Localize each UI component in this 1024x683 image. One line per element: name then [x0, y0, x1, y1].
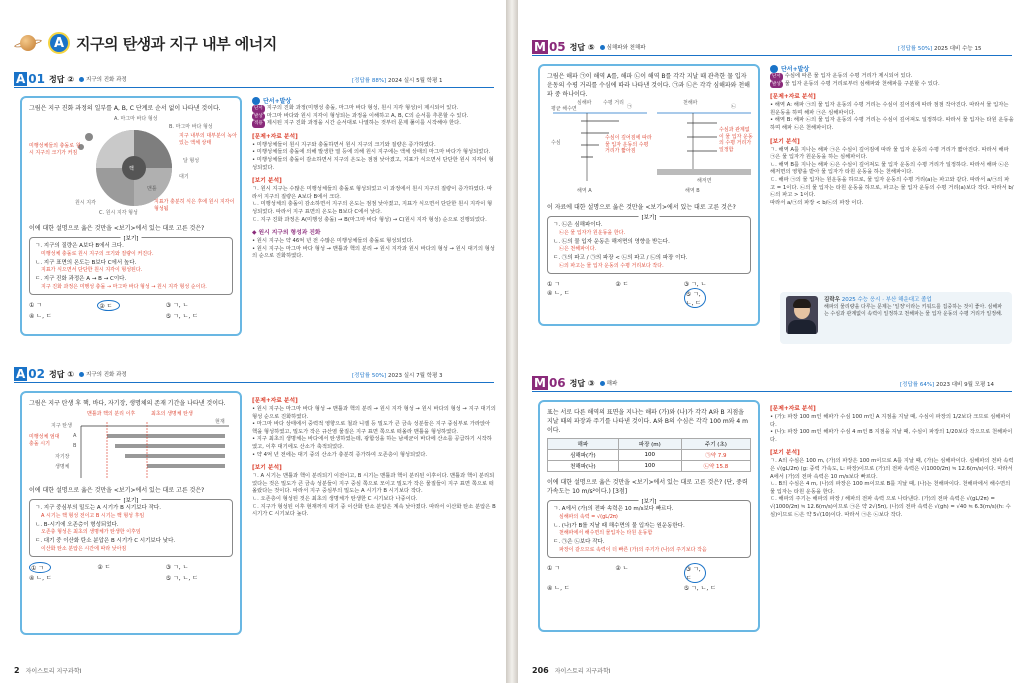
answer-choices [547, 563, 751, 592]
explanation-m05: 단서+발상 단서 수심에 따른 물 입자 운동의 수평 거리가 제시되어 있다. 발상 물 입자 운동의 수평 거리로부터 심해파와 천해파를 구분할 수 있다. [문제+자료 분석] • 해역 A: 해파 ㉠의 물 입자 운동의 수평 거리는 수심이 깊어짐에 따라 점점 작아진다. 따라서 물 입자는 원운동을 하며 해파 ㉠은 심해파이다. • 해역 B: 해파 ㉡의 물 입자 운동의 수평 거리는 수심이 깊어져도 일정하다. 따라서 물 입자는 타원 운동을 하며 해파 ㉡은 천해파이다. [보기 분석] ㄱ. 해역 A를 지나는 해파 ㉠은 수심이 깊어짐에 따라 물 입자 운동의 수평 거리가 짧아진다. 따라서 해파 ㉠은 물 입자가 원운동을 하는 심해파이다. ㄴ. 해역 B를 지나는 해파 ㉡은 수심이 깊어져도 물 입자 운동의 수평 거리가 일정하다. 따라서 해파 ㉡은 해저면의 영향을 받아 물 입자가 타원 운동을 하는 천해파이다. ㄷ. 해파 ㉠의 물 입자는 원운동을 하므로, 물 입자 운동의 수평 거리(a)는 파고와 같다. 따라서 a/㉠의 파고 = 1이다. ㉡의 물 입자는 타원 운동을 하므로, 파고는 물 입자 운동의 수평 거리(a)보다 작다. 따라서 b/㉡의 파고 > 1이다. 따라서 a/㉠의 파장 < b/㉡의 파장 이다. [770, 66, 1014, 206]
bogi-note: 미행성체 충돌로 원시 지구의 크기와 질량이 커진다. [41, 250, 154, 257]
diagram-label-atmos: 대기 [179, 174, 189, 180]
question-meta: [정답률 50%] 2025 대비 수능 15 [898, 46, 982, 52]
student-name: 김락우 [824, 297, 840, 303]
answer-choices [29, 562, 233, 582]
explanation-m06: [문제+자료 분석] • (가): 파장 100 m인 해파가 수심 100 m인 A 지점을 지날 때, 수심이 파장의 1/2보다 크므로 심해파이다. • (나): 파장 100 m인 해파가 수심 4 m인 B 지점을 지날 때, 수심이 파장의 1/20보다 작으므로 천해파이다. [보기 분석] ㄱ. A의 수심은 100 m, (가)의 파장은 100 m이므로 A를 지날 때, (가)는 심해파이다. 심해파의 전파 속력은 √(gL/2π) (g: 중력 가속도, L: 파장)이므로 (가)의 전파 속력은 √(1000/2π) ≒ 12.6(m/s)이다. 따라서 A에서 (가)의 전파 속력은 10 m/s보다 빠르다. ㄴ. B의 수심은 4 m, (나)의 파장은 100 m이므로 B를 지날 때, (나)는 천해파이다. 천해파에서 해수면의 물 입자는 타원 운동을 한다. ㄷ. 해파의 주기는 해파의 파장 / 해파의 전파 속력 으로 나타낸다. (가)의 전파 속력은 √(gL/2π) = √(1000/2π) ≒ 12.6(m/s)이므로 ㉠은 약 2√(5π), (나)의 전파 속력은 √(gh) = √40 ≒ 6.3(m/s)(h: 수심)이므로 ㉡은 약 5√(10)이다. 따라서 ㉠은 ㉡보다 작다. [770, 406, 1014, 518]
question-box-m05: 그림은 해파 ㉠이 해역 A를, 해파 ㉡이 해역 B를 각각 지날 때 관측한 물 입자 운동의 수평 거리를 수심에 따라 나타낸 것이다. ㉠과 ㉡은 각각 심해파와 천해파 중 하나이다. 심해파 천해파 수평 거리 평균 해수면 수심 해저면 해역 A 해역 B ㉠ ㉡ 수심이 깊어짐에 따라 물 입자 운동의 수평 거리가 짧아짐 수심과 관계없이 물 입자 운동의 수평 거리가 일정함 이 자료에 대한 설명으로 옳은 것만을 <보기>에서 있는 대로 고른 것은? [보기] ㄱ. ㉡은 심해파이다. ㉡은 물 입자가 원운동을 한다. ㄴ. ㉡의 물 입자 운동은 해저면의 영향을 받는다. ㉡은 천해파이다. ㄷ. ㉠의 파고 / ㉠의 파장 < ㉡의 파고 / ㉡의 파장 이다. ㉡의 파고는 물 입자 운동의 수평 거리보다 작다. ① ㄱ ② ㄷ ③ ㄱ, ㄴ ④ ㄴ, ㄷ ⑤ ㄱ, ㄴ, ㄷ [538, 64, 760, 326]
chapter-title: 지구의 탄생과 지구 내부 에너지 [76, 34, 277, 53]
bogi-item: ㄷ. 지구 진화 과정은 A → B → C이다. [35, 276, 127, 282]
question-meta: [정답률 88%] 2024 실시 5월 학평 1 [352, 78, 443, 84]
chapter-header [14, 30, 277, 56]
hint-icon [252, 97, 260, 105]
choice-4[interactable]: ④ ㄴ, ㄷ [547, 289, 570, 297]
choice-1[interactable]: ① ㄱ [547, 280, 561, 288]
bogi-box: [보기] ㄱ. 지구 중심부의 밀도는 A 시기가 B 시기보다 작다. A 시기는 핵 형성 전이고 B 시기는 핵 형성 후임 ㄴ. B-시기에 오존층이 형성되었다. 오존층 형성은 최초의 생명체가 탄생한 이후임 ㄷ. 대기 중 이산화 탄소 분압은 B 시기가 C 시기보다 낮다. 이산화 탄소 분압은 시간에 따라 낮아짐 [29, 499, 233, 557]
topic-bullet-icon [79, 372, 84, 377]
choice-5[interactable]: ⑤ ㄱ, ㄴ, ㄷ [165, 574, 198, 582]
bogi-box [29, 237, 233, 295]
question-text: 그림은 지구 진화 과정의 일부를 A, B, C 단계로 순서 없이 나타낸 것이다. [29, 105, 221, 112]
table-row: 심해파(가) 100 ㉠약 7.9 [548, 450, 751, 461]
table-header: 주기 (초) [681, 439, 750, 450]
student-tip [780, 292, 1012, 344]
choice-2[interactable]: ② ㄷ [97, 300, 164, 311]
choice-5[interactable]: ⑤ ㄱ, ㄴ, ㄷ [684, 288, 751, 308]
choice-1[interactable]: ① ㄱ [547, 564, 561, 572]
bogi-note: 지표가 식으면서 단단한 원시 지각이 형성된다. [41, 267, 143, 273]
choice-3[interactable]: ③ ㄱ, ㄴ [165, 301, 189, 309]
question-header-m05: M 05 정답 ⑤ 심해파와 천해파 [534, 40, 646, 54]
bogi-item: ㄴ. 지구 표면의 온도는 B보다 C에서 높다. [35, 259, 137, 266]
choice-2[interactable]: ② ㄷ [615, 280, 629, 288]
topic-label: 지구의 진화 과정 [86, 77, 127, 83]
planet-icon [14, 32, 42, 54]
choice-2[interactable]: ② ㄷ [97, 563, 111, 571]
topic-bullet-icon [79, 77, 84, 82]
question-number: 01 [28, 72, 45, 86]
choice-2[interactable]: ② ㄴ [615, 564, 629, 572]
diagram-label-mantle: 맨틀 [147, 186, 157, 192]
choice-4[interactable]: ④ ㄴ, ㄷ [547, 584, 570, 592]
topic-bullet-icon [600, 45, 605, 50]
book-title: 자이스토리 지구과학Ⅰ [554, 668, 611, 675]
diagram-note-3: 지표가 충분히 식은 후에 원시 지각이 형성됨 [154, 199, 235, 212]
section-title: [보기 분석] [252, 178, 282, 185]
question-prompt: 이에 대한 설명으로 옳은 것만을 <보기>에서 있는 대로 고른 것은? [29, 225, 205, 232]
book-title: 자이스토리 지구과학Ⅰ [25, 668, 82, 675]
divider [532, 391, 1012, 392]
diagram-label-a: A. 마그마 바다 형성 [114, 116, 158, 122]
page-number: 2 [14, 666, 20, 675]
choice-3[interactable]: ③ ㄱ, ㄷ [684, 563, 751, 583]
evolution-diagram [29, 113, 237, 218]
student-info: 2025 수능 응시 · 부산 해운대고 졸업 [841, 297, 932, 303]
book-spine [506, 0, 518, 683]
choice-1[interactable]: ① ㄱ [29, 562, 96, 573]
wave-table [547, 438, 751, 472]
diagram-label-c: C. 원시 지각 형성 [99, 210, 138, 216]
question-prefix: A [16, 72, 26, 86]
table-row: 천해파(나) 100 ㉡약 15.8 [548, 461, 751, 472]
unit-title: 단서+발상 [263, 98, 292, 105]
bogi-title: [보기] [121, 234, 142, 242]
table-header: 해파 [548, 439, 619, 450]
explanation-a02: [문제+자료 분석] • 원시 지구는 마그마 바다 형성 → 맨틀과 핵의 분리 → 원시 지각 형성 → 원시 바다의 형성 → 지구 대기의 형성 순으로 진화하였다. • 마그마 바다 상태에서 중력적 영향으로 철과 니켈 등 밀도가 큰 금속 성분들은 지구 중심부로 가라앉아 핵을 형성하였고, 밀도가 작은 규산염 물질은 지구 표면 쪽으로 떠올라 맨틀을 형성하였다. • 지구 최초의 생명체는 바다에서 탄생하였는데, 광합성을 하는 남세균이 바다에 산소를 공급하기 시작하였고, 이후 대기에도 산소가 축적되었다. • 약 4억 년 전에는 대기 중의 산소가 충분히 증가하여 오존층이 형성되었다. [보기 분석] ㄱ. A 시기는 맨틀과 핵이 분리되기 이전이고, B 시기는 맨틀과 핵이 분리된 이후이다. 맨틀과 핵이 분리되었다는 것은 밀도가 큰 금속 성분들이 지구 중심 쪽으로 모이고 밀도가 작은 물질들이 지구 표면 쪽으로 떠올랐다는 것이다. 따라서 지구 중심부의 밀도는 A 시기가 B 시기보다 작다. ㄴ. 오존층이 형성된 것은 최초의 생명체가 탄생한 C 시기보다 나중이다. ㄷ. 지구가 형성된 이후 현재까지 대기 중 이산화 탄소 분압은 계속 낮아졌다. 따라서 이산화 탄소 분압은 B 시기가 C 시기보다 높다. [252, 398, 496, 518]
topic-bullet-icon [600, 381, 605, 386]
answer-label: 정답 ② [49, 74, 75, 84]
page-number: 206 [532, 666, 549, 675]
bogi-item: ㄱ. 지구의 질량은 A보다 B에서 크다. [35, 243, 124, 249]
section-title: [문제+자료 분석] [252, 133, 298, 140]
diagram-note-2: 지구 내부의 대부분이 녹아 있는 액체 상태 [179, 133, 237, 146]
left-page [0, 0, 506, 683]
question-header-a01 [14, 72, 127, 86]
answer-choices [547, 279, 751, 308]
choice-4[interactable]: ④ ㄴ, ㄷ [29, 312, 52, 320]
avatar [786, 296, 818, 334]
chapter-badge: A [48, 32, 70, 54]
diagram-label-moon: 달 형성 [183, 158, 200, 164]
bogi-box: [보기] ㄱ. A에서 (가)의 전파 속력은 10 m/s보다 빠르다. 심해파의 속력 = √(gL/2π) ㄴ. (나)가 B를 지날 때 해수면의 물 입자는 원운동한다. 천해파에서 해수면의 물입자는 타원 운동함 ㄷ. ㉠은 ㉡보다 작다. 파장이 같으므로 속력이 더 빠른 (가)의 주기가 (나)의 주기보다 작음 [547, 500, 751, 558]
choice-1[interactable]: ① ㄱ [29, 301, 43, 309]
page-footer [532, 666, 611, 675]
question-box-a02: 그림은 지구 탄생 후 핵, 바다, 자기장, 생명체의 존재 기간을 나타낸 것이다. 지구 탄생 A B 자기장 생명체 현재 맨틀과 핵의 분리 이후 최초의 생명체 탄생 미행성체 엄대 충돌 시기 이에 대한 설명으로 옳은 것만을 <보기>에서 있는 대로 고른 것은? [보기] ㄱ. 지구 중심부의 밀도는 A 시기가 B 시기보다 작다. A 시기는 핵 형성 전이고 B 시기는 핵 형성 후임 ㄴ. B-시기에 오존층이 형성되었다. 오존층 형성은 최초의 생명체가 탄생한 이후임 ㄷ. 대기 중 이산화 탄소 분압은 B 시기가 C 시기보다 낮다. 이산화 탄소 분압은 시간에 따라 낮아짐 ① ㄱ ② ㄷ ③ ㄱ, ㄴ ④ ㄴ, ㄷ ⑤ ㄱ, ㄴ, ㄷ [20, 391, 242, 635]
diagram-note-1: 미행성체들의 충돌로 원시 지구의 크기가 커짐 [29, 143, 81, 156]
diagram-label-core: 핵 [129, 166, 134, 172]
explanation-a01: 단서+발상 단서 지구의 진화 과정(미행성 충돌, 마그마 바다 형성, 원시 지각 형성)이 제시되어 있다. 발상 마그마 바다와 원시 지각이 형성되는 과정을 이해하고 A, B, C의 순서를 추론할 수 있다. 적용 제시된 지구 진화 과정을 시간 순서대로 나열하는 것부터 문제 풀이를 시작해야 한다. [문제+자료 분석] • 미행성체들이 원시 지구와 충돌하면서 원시 지구의 크기와 질량은 증가하였다. • 미행성체들의 충돌에 의해 발생한 열 등에 의해 원시 지구에는 액체 상태의 마그마 바다가 형성되었다. • 미행성체들의 충돌이 감소하면서 지구의 온도는 점점 낮아졌고, 지표가 식으면서 단단한 원시 지각이 형성되었다. [보기 분석] ㄱ. 원시 지구는 수많은 미행성체들의 충돌로 형성되었고 이 과정에서 원시 지구의 질량이 증가하였다. 따라서 지구의 질량은 A보다 B에서 크다. ㄴ. 미행성체의 충돌이 감소하면서 지구의 온도는 점점 낮아졌고, 지표가 식으면서 단단한 원시 지각이 형성되었다. 따라서 지구 표면의 온도는 B보다 C에서 낮다. ㄷ. 지구 진화 과정은 A(미행성 충돌) → B(마그마 바다 형성) → C(원시 지각 형성) 순으로 진행되었다. ◆ 원시 지구의 형성과 진화 • 원시 지구는 약 46억 년 전 수많은 미행성체들의 충돌로 형성되었다. • 원시 지구는 마그마 바다 형성 → 맨틀과 핵의 분리 → 원시 지각과 원시 바다의 형성 → 원시 대기의 형성의 순으로 진화하였다. [252, 98, 495, 260]
divider [14, 87, 494, 88]
question-box-m06: 표는 서로 다른 해역의 표면을 지나는 해파 (가)와 (나)가 각각 A와 B 지점을 지날 때의 파장과 주기를 나타낸 것이다. A와 B의 수심은 각각 100 m와 4 m이다. 해파 파장 (m) 주기 (초) 심해파(가) 100 ㉠약 7.9 천해파(나) 100 ㉡약 15.8 이에 대한 설명으로 옳은 것만을 <보기>에서 있는 대로 고른 것은? (단, 중력 가속도는 10 m/s²이다.) [3점] [보기] ㄱ. A에서 (가)의 전파 속력은 10 m/s보다 빠르다. 심해파의 속력 = √(gL/2π) ㄴ. (나)가 B를 지날 때 해수면의 물 입자는 원운동한다. 천해파에서 해수면의 물입자는 타원 운동함 ㄷ. ㉠은 ㉡보다 작다. 파장이 같으므로 속력이 더 빠른 (가)의 주기가 (나)의 주기보다 작음 ① ㄱ ② ㄴ ③ ㄱ, ㄷ ④ ㄴ, ㄷ ⑤ ㄱ, ㄴ, ㄷ [538, 400, 760, 632]
hint-icon [770, 65, 778, 73]
diagram-label-b: B. 마그마 바다 형성 [169, 124, 213, 130]
choice-4[interactable]: ④ ㄴ, ㄷ [29, 574, 52, 582]
page-footer [14, 666, 81, 675]
question-meta: [정답률 50%] 2023 실시 7월 학평 3 [352, 373, 443, 379]
question-box-a01 [20, 96, 242, 336]
bogi-box: [보기] ㄱ. ㉡은 심해파이다. ㉡은 물 입자가 원운동을 한다. ㄴ. ㉡의 물 입자 운동은 해저면의 영향을 받는다. ㉡은 천해파이다. ㄷ. ㉠의 파고 / ㉠의 파장 < ㉡의 파고 / ㉡의 파장 이다. ㉡의 파고는 물 입자 운동의 수평 거리보다 작다. [547, 216, 751, 274]
bogi-note: 지구 진화 과정은 미행성 충돌 → 마그마 바다 형성 → 원시 지각 형성 순이다. [41, 283, 207, 290]
table-header: 파장 (m) [618, 439, 681, 450]
choice-5[interactable]: ⑤ ㄱ, ㄴ, ㄷ [165, 312, 198, 320]
question-header-m06: M 06 정답 ③ 해파 [534, 376, 618, 390]
right-page [518, 0, 1024, 683]
choice-5[interactable]: ⑤ ㄱ, ㄴ, ㄷ [683, 584, 716, 592]
student-comment: 해파의 물리량을 다루는 문제는 '일정'이라는 키워드를 집중하는 것이 좋아. 심해파는 수심과 관계없이 속력이 일정하고 천해파는 물 입자 운동의 수평 거리가 일정해. [824, 304, 1003, 318]
wave-diagram: 심해파 천해파 수평 거리 평균 해수면 수심 해저면 해역 A 해역 B ㉠ ㉡ 수심이 깊어짐에 따라 물 입자 운동의 수평 거리가 짧아짐 수심과 관계없이 물 입자 운동의 수평 거리가 일정함 [551, 100, 753, 194]
diagram-label-crust: 원시 지각 [75, 200, 96, 206]
timeline-chart: 지구 탄생 A B 자기장 생명체 현재 맨틀과 핵의 분리 이후 최초의 생명체 탄생 미행성체 엄대 충돌 시기 [29, 411, 225, 470]
question-header-a02: A 02 정답 ① 지구의 진화 과정 [16, 367, 127, 381]
choice-3[interactable]: ③ ㄱ, ㄴ [165, 563, 189, 571]
divider [14, 382, 494, 383]
choice-3[interactable]: ③ ㄱ, ㄴ [683, 280, 707, 288]
section-title: ◆ 원시 지구의 형성과 진화 [252, 230, 321, 237]
answer-choices [29, 300, 233, 320]
question-meta: [정답률 64%] 2023 대비 9월 모평 14 [900, 382, 995, 388]
divider [532, 55, 1012, 56]
